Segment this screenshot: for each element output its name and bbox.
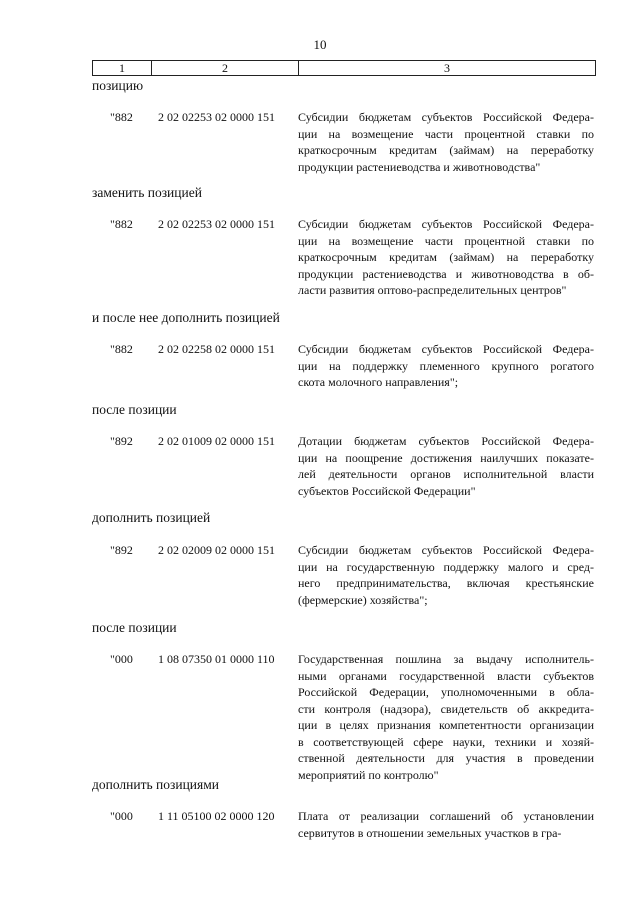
description-line: краткосрочным кредитам (займам) на переработку xyxy=(298,250,594,264)
section-label: после позиции xyxy=(92,402,177,417)
budget-classification-code: 1 11 05100 02 0000 120 xyxy=(158,809,275,823)
section-label: дополнить позициями xyxy=(92,777,219,792)
budget-classification-code: 2 02 02009 02 0000 151 xyxy=(158,543,275,557)
description-line: Субсидии бюджетам субъектов Российской Федера- xyxy=(298,342,594,356)
column-header-2: 2 xyxy=(152,61,299,76)
description-line: Плата от реализации соглашений об установлении xyxy=(298,809,594,823)
description-line: Субсидии бюджетам субъектов Российской Федера- xyxy=(298,110,594,124)
budget-entry xyxy=(92,542,596,608)
budget-classification-code: 2 02 02258 02 0000 151 xyxy=(158,342,275,356)
income-description xyxy=(298,808,594,841)
budget-entry xyxy=(92,808,596,841)
description-line: (фермерские) хозяйства"; xyxy=(298,592,428,607)
section-label: после позиции xyxy=(92,620,177,635)
description-line: ции на возмещение части процентной ставки по xyxy=(298,233,594,248)
description-line: Субсидии бюджетам субъектов Российской Федера- xyxy=(298,543,594,557)
income-description xyxy=(298,433,594,499)
budget-entry xyxy=(92,341,596,391)
description-line: сти контроля (надзора), свидетельств об аккредита- xyxy=(298,701,594,716)
description-line: ции на возмещение части процентной ставки по xyxy=(298,126,594,141)
column-header-1: 1 xyxy=(93,61,152,76)
admin-code: "882 xyxy=(110,342,133,356)
description-line: сервитутов в отношении земельных участков в гра- xyxy=(298,825,562,840)
column-header-3: 3 xyxy=(299,61,596,76)
admin-code: "000 xyxy=(110,652,133,666)
income-description xyxy=(298,341,594,391)
budget-entry xyxy=(92,216,596,299)
budget-entry xyxy=(92,433,596,499)
budget-classification-code: 2 02 02253 02 0000 151 xyxy=(158,217,275,231)
description-line: продукции растениеводства и животноводства в об- xyxy=(298,266,594,281)
description-line: Дотации бюджетам субъектов Российской Федера- xyxy=(298,434,594,448)
description-line: ции в целях признания компетентности организации xyxy=(298,718,594,732)
income-description xyxy=(298,542,594,608)
admin-code: "882 xyxy=(110,110,133,124)
admin-code: "000 xyxy=(110,809,133,823)
description-line: ными органами государственной власти субъектов xyxy=(298,668,594,683)
admin-code: "892 xyxy=(110,543,133,557)
description-line: лей деятельности органов исполнительной власти xyxy=(298,467,594,481)
description-line: ственной деятельности для участия в проведении xyxy=(298,751,594,765)
description-line: в соответствующей сфере науки, техники и хозяй- xyxy=(298,734,594,749)
budget-entry xyxy=(92,651,596,783)
description-line: краткосрочным кредитам (займам) на переработку xyxy=(298,143,594,157)
description-line: ции на государственную поддержку малого и сред- xyxy=(298,559,594,574)
description-line: субъектов Российской Федерации" xyxy=(298,483,476,498)
description-line: Субсидии бюджетам субъектов Российской Федера- xyxy=(298,217,594,231)
section-label: заменить позицией xyxy=(92,185,202,200)
budget-classification-code: 1 08 07350 01 0000 110 xyxy=(158,652,275,666)
column-header-table xyxy=(92,60,596,76)
description-line: ласти развития оптово-распределительных центров" xyxy=(298,283,567,297)
description-line: мероприятий по контролю" xyxy=(298,767,439,782)
budget-classification-code: 2 02 02253 02 0000 151 xyxy=(158,110,275,124)
admin-code: "892 xyxy=(110,434,133,448)
budget-entry xyxy=(92,109,596,175)
income-description xyxy=(298,216,594,299)
description-line: Российской Федерации, уполномоченными в обла- xyxy=(298,685,594,699)
income-description xyxy=(298,109,594,175)
section-label: дополнить позицией xyxy=(92,510,211,525)
description-line: Государственная пошлина за выдачу исполнитель- xyxy=(298,652,594,666)
description-line: ции на поощрение достижения наилучших показате- xyxy=(298,450,594,465)
description-line: него предпринимательства, включая крестьянские xyxy=(298,576,594,590)
description-line: ции на поддержку племенного крупного рогатого xyxy=(298,358,594,373)
section-label: позицию xyxy=(92,78,144,93)
income-description xyxy=(298,651,594,783)
description-line: скота молочного направления"; xyxy=(298,375,459,389)
description-line: продукции растениеводства и животноводства" xyxy=(298,159,541,174)
section-label: и после нее дополнить позицией xyxy=(92,310,280,325)
page-number: 10 xyxy=(313,37,327,52)
admin-code: "882 xyxy=(110,217,133,231)
budget-classification-code: 2 02 01009 02 0000 151 xyxy=(158,434,275,448)
